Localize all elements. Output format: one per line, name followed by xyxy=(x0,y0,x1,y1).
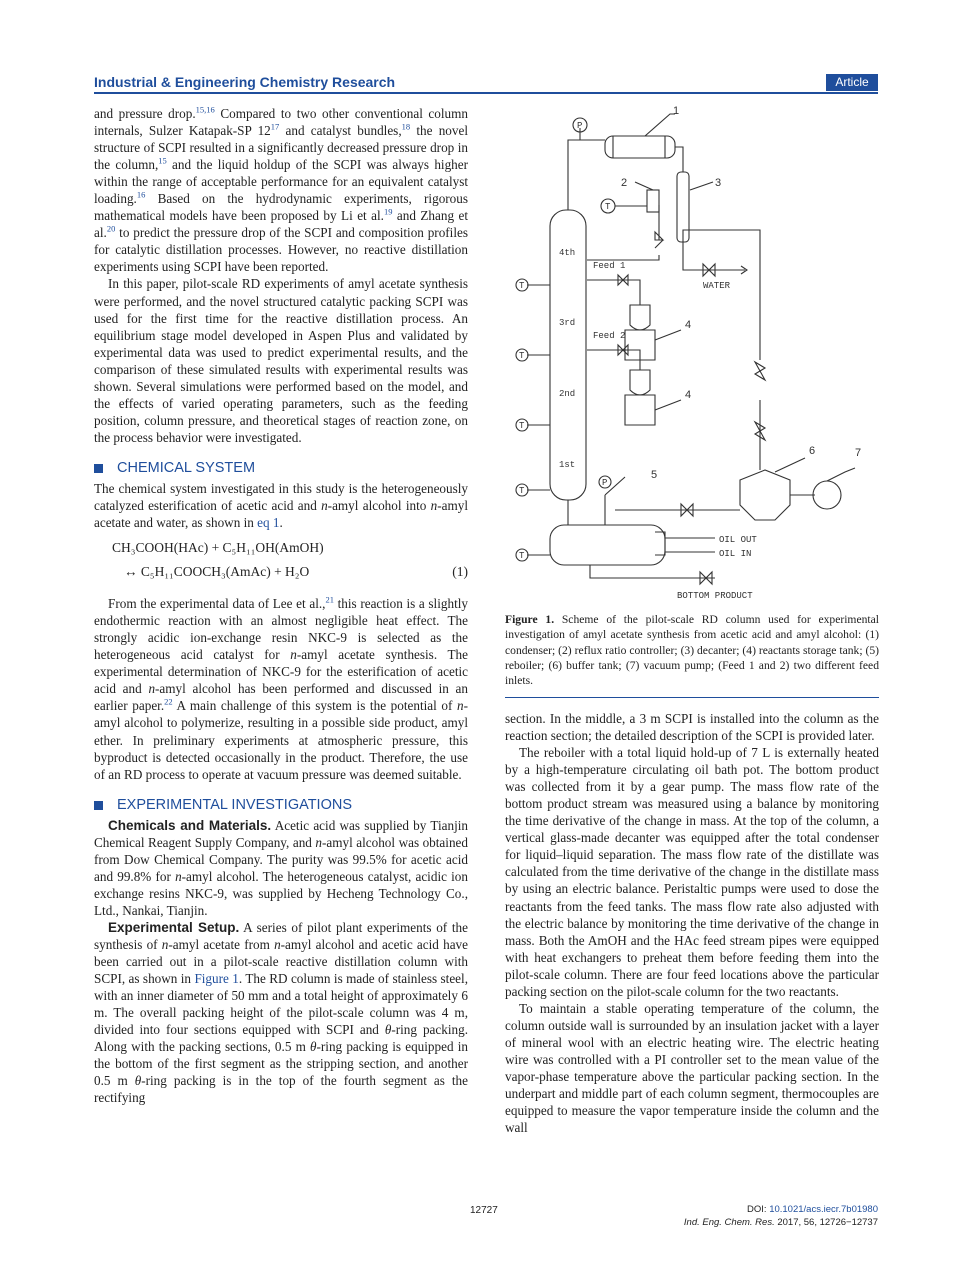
section-heading-chemical-system: CHEMICAL SYSTEM xyxy=(94,460,468,477)
svg-text:3rd: 3rd xyxy=(559,318,576,328)
svg-text:1: 1 xyxy=(673,105,680,117)
svg-text:WATER: WATER xyxy=(703,281,731,291)
svg-text:2nd: 2nd xyxy=(559,389,576,399)
caption-rule xyxy=(505,697,879,698)
svg-text:4th: 4th xyxy=(559,248,576,258)
reflux-line xyxy=(587,205,659,260)
svg-text:T: T xyxy=(519,281,525,291)
reaction-paragraph: From the experimental data of Lee et al.,$^{21}$ this reaction is a slightly endothermic reaction with an almost negligible heat effect. The strongly acidic ion-exchange resin NKC-9 is selected as the heterogeneous acid catalyst for n-amyl acetate synthesis. The experimental determination of NKC-9 for the esterification of acetic acid and n-amyl alcohol has been performed and discussed in an earlier paper.$^{22}$ A main challenge of this system is the potential of n-amyl alcohol to polymerize, resulting in a possible side product, amyl ether. In preliminary experiments at atmospheric pressure, this byproduct is detected occasionally in the product. Therefore, the use of an RD process to operate at vacuum pressure was deemed suitable. xyxy=(94,594,468,782)
reflux-controller xyxy=(647,190,659,212)
svg-text:Feed 2: Feed 2 xyxy=(593,331,626,341)
footer-citation: DOI: 10.1021/acs.iecr.7b01980 Ind. Eng. Chem. Res. 2017, 56, 12726−12737 xyxy=(683,1204,878,1228)
feed1-line xyxy=(587,280,640,305)
section-square-icon xyxy=(94,801,103,810)
reboiler-tap xyxy=(605,477,625,525)
storage-tank-2 xyxy=(625,370,655,425)
svg-text:OIL OUT: OIL OUT xyxy=(719,535,757,545)
svg-text:5: 5 xyxy=(651,469,658,481)
buffer-leader xyxy=(775,458,805,472)
section-heading-experimental: EXPERIMENTAL INVESTIGATIONS xyxy=(94,797,468,814)
chemical-paragraph: The chemical system investigated in this study is the heterogeneously catalyzed esterification of acetic acid and n-amyl alcohol into n-amyl acetate and water, as shown in eq 1. xyxy=(94,480,468,531)
thermocouple-lines xyxy=(527,285,550,555)
vapor-line xyxy=(568,140,605,210)
svg-text:P: P xyxy=(577,121,583,131)
vacuum-pump xyxy=(813,481,841,509)
oil-lines xyxy=(665,538,715,552)
figure-link[interactable]: Figure 1 xyxy=(194,971,239,987)
right-column xyxy=(505,710,879,1136)
svg-text:T: T xyxy=(519,551,525,561)
decanter-leader xyxy=(690,182,713,190)
figure-caption: Figure 1. Scheme of the pilot-scale RD column used for experimental investigation of amyl acetate synthesis from acetic acid and amyl alcohol: (1) condenser; (2) reflux ratio controller; (3) decanter; (4) reactants storage tank; (5) reboiler; (6) buffer tank; (7) vacuum pump; (Feed 1 and 2) two different feed inlets. xyxy=(505,613,879,688)
paper-scope-paragraph: In this paper, pilot-scale RD experiments of amyl acetate synthesis were performed, and the novel structured catalytic packing SCPI was used for the first time for the reactive distillation process. An equilibrium stage model developed in Aspen Plus and validated by experimental data was used to predict experimental results, and the comparison of these simulated results with experimental results was shown. Several simulations were performed based on the model, and the effects of varied operating parameters, such as the feeding position, column pressure, and theoretical stages of reaction zone, on the process behavior were investigated. xyxy=(94,276,468,445)
condenser-leader xyxy=(645,114,675,136)
buffer-tank xyxy=(740,470,790,520)
equation-line-2: ↔ C₅H₁₁COOCH₃(AmAc) + H₂O xyxy=(124,564,310,580)
svg-text:Feed 1: Feed 1 xyxy=(593,261,626,271)
reboiler xyxy=(550,525,665,565)
vacuum-valve-2 xyxy=(755,422,765,440)
section-square-icon xyxy=(94,464,103,473)
svg-text:T: T xyxy=(605,202,611,212)
equation-line-1: CH₃COOH(HAc) + C₅H₁₁OH(AmOH) xyxy=(112,540,324,556)
reboiler-coil xyxy=(655,532,665,555)
reboiler-paragraph: The reboiler with a total liquid hold-up of 7 L is externally heated by a high-temperature circulating oil bath pot. The bottom product was collected from it by a gear pump. The mass flow rate of the bottom product stream was measured using a balance by monitoring the time derivative of the change in mass. At the top of the column, a vertical glass-made decanter was equipped after the total condenser for liquid–liquid separation. The mass flow rate of the distillate was calculated from the time derivative of the change in the distillate mass by using an electric balance. Peristaltic pumps were used to dose the reactants from the feed tanks. The mass flow rate also adjusted with the electric balance by monitoring the time derivative of the change in mass. Both the AmOH and the HAc feed stream pipes were equipped with heat exchangers to preheat them before feeding them into the pilot-scale column. There are four feed locations above the particular packing section on the pilot-scale column for the two reactants. xyxy=(505,745,879,999)
svg-text:6: 6 xyxy=(809,445,816,457)
figure-1-diagram xyxy=(505,100,879,605)
vacuum-valve-1 xyxy=(755,362,765,380)
condensate-line xyxy=(675,147,683,172)
eq-link[interactable]: eq 1 xyxy=(257,515,280,531)
diagram-labels xyxy=(519,105,861,601)
svg-text:3: 3 xyxy=(715,177,722,189)
header-rule xyxy=(94,92,878,94)
equation-1 xyxy=(94,539,468,591)
condenser-baffle xyxy=(613,136,665,158)
svg-text:7: 7 xyxy=(855,447,862,459)
vacuum-line xyxy=(683,230,760,470)
svg-text:4: 4 xyxy=(685,389,692,401)
journal-title: Industrial & Engineering Chemistry Research xyxy=(94,74,396,90)
tank1-leader xyxy=(655,330,681,340)
setup-paragraph: Experimental Setup. A series of pilot plant experiments of the synthesis of n-amyl acetate from n-amyl alcohol and acetic acid have been carried out in a pilot-scale reactive distillation column with SCPI, as shown in Figure 1. The RD column is made of stainless steel, with an inner diameter of 50 mm and a total height of approximately 6 m. The overall packing height of the pilot-scale column was 4 m, divided into four sections equipped with SCPI and θ-ring packing. Along with the packing sections, 0.5 m θ-ring packing is equipped in the bottom of the first segment as the stripping section, and another 0.5 m θ-ring packing is in the top of the fourth segment as the rectifying xyxy=(94,919,468,1106)
section-continuation-paragraph: section. In the middle, a 3 m SCPI is installed into the column as the reaction section; the detailed description of the SCPI is provided later. xyxy=(505,711,879,744)
tank2-leader xyxy=(655,400,681,410)
temperature-control-paragraph: To maintain a stable operating temperature of the column, the column outside wall is surrounded by an insulation jacket with a layer of mineral wool with an electric heating wire. The electric heating wire was controlled with a PI controller set to the mean value of the vapor-phase temperature above the particular packing section. In the underpart and middle part of each column segment, thermocouples are equipped to measure the vapor temperature inside the column and the wall xyxy=(505,1000,879,1136)
svg-text:BOTTOM PRODUCT: BOTTOM PRODUCT xyxy=(677,591,753,601)
svg-text:T: T xyxy=(519,486,525,496)
svg-text:T: T xyxy=(519,421,525,431)
page-number: 12727 xyxy=(470,1205,498,1216)
intro-paragraph: and pressure drop.$^{15,16}$ Compared to two other conventional column internals, Sulzer Katapak-SP $12^{17}$ and catalyst bundles,$^{18}$ the novel structure of SCPI resulted in a significantly decreased pressure drop in the column,$^{15}$ and the liquid holdup of the SCPI was always higher within the range of acceptable performance for an equivalent catalyst loading.$^{16}$ Based on the hydrodynamic experiments, rigorous mathematical models have been proposed by Li et al.$^{19}$ and Zhang et al.$^{20}$ to predict the pressure drop of the SCPI and composition profiles for catalytic distillation processes. However, no reactive distillation experiments using SCPI have been reported. xyxy=(94,104,469,275)
doi-link[interactable]: 10.1021/acs.iecr.7b01980 xyxy=(769,1204,878,1215)
materials-paragraph: Chemicals and Materials. Acetic acid was supplied by Tianjin Chemical Reagent Supply Company, and n-amyl alcohol was obtained from Dow Chemical Company. The purity was 99.5% for acetic acid and 99.8% for n-amyl alcohol. The heterogeneous catalyst, acidic ion exchange resins NKC-9, was supplied by Hecheng Technology Co., Ltd., Nankai, Tianjin. xyxy=(94,817,468,918)
svg-text:P: P xyxy=(602,478,608,488)
svg-text:OIL IN: OIL IN xyxy=(719,549,752,559)
article-type-badge: Article xyxy=(826,74,878,91)
equation-number: (1) xyxy=(452,564,468,580)
left-column xyxy=(94,105,468,1106)
svg-text:1st: 1st xyxy=(559,460,576,470)
svg-text:T: T xyxy=(519,351,525,361)
pump-leader xyxy=(827,468,855,481)
svg-text:2: 2 xyxy=(621,177,628,189)
bottom-line xyxy=(590,565,715,578)
svg-text:4: 4 xyxy=(685,319,692,331)
reflux-leader xyxy=(635,182,653,190)
water-line xyxy=(683,242,745,270)
